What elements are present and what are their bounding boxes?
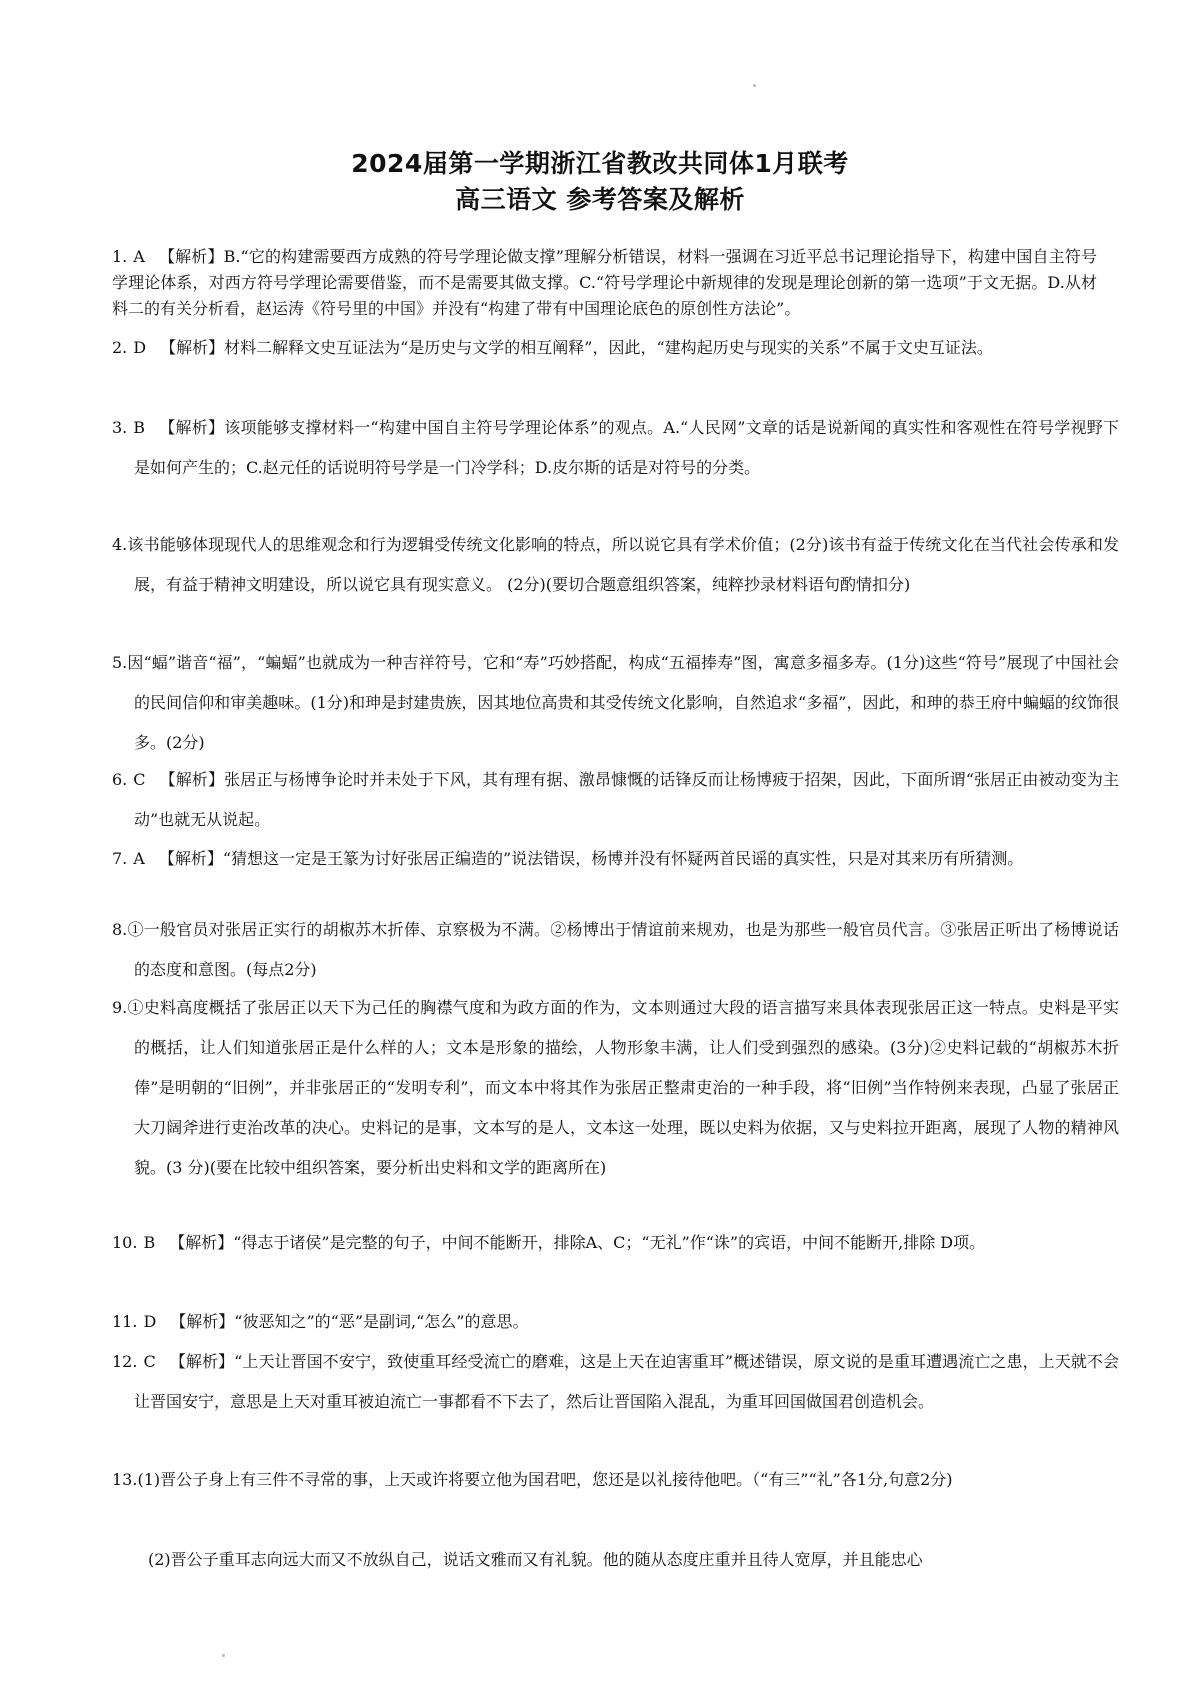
item-text: “上天让晋国不安宁，致使重耳经受流亡的磨难，这是上天在迫害重耳”概述错误，原文说的是重耳遭遇流亡之患，上天就不会让晋国安宁，意思是上天对重耳被迫流亡一事都看不下去了，然后让晋国陷入混乱，为重耳回国做国君创造机会。 bbox=[134, 1352, 1119, 1411]
answer-choice: D bbox=[133, 338, 147, 357]
answer-item-4 bbox=[112, 525, 1119, 605]
answer-item-13-part-2 bbox=[148, 1540, 1097, 1580]
item-number: 9. bbox=[112, 998, 128, 1017]
answer-item-1 bbox=[112, 244, 1097, 322]
answer-item-7 bbox=[112, 846, 1097, 872]
answer-item-6 bbox=[112, 760, 1119, 840]
item-text: (1)晋公子身上有三件不寻常的事，上天或许将要立他为国君吧，您还是以礼接待他吧。（“有三”“礼”各1分,句意2分) bbox=[137, 1470, 953, 1489]
item-text: ①史料高度概括了张居正以天下为己任的胸襟气度和为政方面的作为，文本则通过大段的语言描写来具体表现张居正这一特点。史料是平实的概括，让人们知道张居正是什么样的人；文本是形象的描绘，人物形象丰满，让人们受到强烈的感染。(3分)②史料记载的“胡椒苏木折俸”是明朝的“旧例”，并非张居正的“发明专利”，而文本中将其作为张居正整肃吏治的一种手段，将“旧例”当作特例来表现，凸显了张居正大刀阔斧进行吏治改革的决心。史料记的是事，文本写的是人，文本这一处理，既以史料为依据，又与史料拉开距离，展现了人物的精神风貌。(3 分)(要在比较中组织答案，要分析出史料和文学的距离所在) bbox=[127, 998, 1119, 1177]
item-number: 1. bbox=[112, 247, 128, 266]
item-number: 11. bbox=[112, 1312, 138, 1331]
answer-item-5 bbox=[112, 643, 1119, 763]
item-text: “彼恶知之”的“恶”是副词,“怎么”的意思。 bbox=[234, 1312, 529, 1331]
answer-choice: C bbox=[143, 1352, 156, 1371]
item-number: 7. bbox=[112, 849, 128, 868]
item-number: 12. bbox=[112, 1352, 138, 1371]
answer-item-11 bbox=[112, 1302, 1119, 1342]
analysis-tag: 【解析】 bbox=[159, 418, 225, 437]
document-subtitle: 高三语文 参考答案及解析 bbox=[455, 185, 745, 214]
scan-speck bbox=[222, 1654, 225, 1657]
answer-choice: B bbox=[133, 418, 146, 437]
item-number: 5. bbox=[112, 653, 128, 672]
item-text: (2)晋公子重耳志向远大而又不放纵自己，说话文雅而又有礼貌。他的随从态度庄重并且待人宽厚，并且能忠心 bbox=[148, 1550, 923, 1569]
answer-choice: A bbox=[133, 247, 145, 266]
item-number: 10. bbox=[112, 1233, 138, 1252]
item-text: 该项能够支撑材料一“构建中国自主符号学理论体系”的观点。A.“人民网”文章的话是说新闻的真实性和客观性在符号学视野下是如何产生的；C.赵元任的话说明符号学是一门冷学科；D.皮尔斯的话是对符号的分类。 bbox=[134, 418, 1119, 477]
analysis-tag: 【解析】 bbox=[170, 1312, 235, 1331]
answer-item-2 bbox=[112, 328, 1119, 368]
answer-item-12 bbox=[112, 1342, 1119, 1422]
answer-choice: B bbox=[143, 1233, 156, 1252]
answer-item-9 bbox=[112, 988, 1119, 1188]
document-title: 2024届第一学期浙江省教改共同体1月联考 bbox=[351, 149, 849, 178]
analysis-tag: 【解析】 bbox=[169, 1352, 235, 1371]
item-number: 2. bbox=[112, 338, 128, 357]
item-number: 13. bbox=[112, 1470, 138, 1489]
scan-speck bbox=[753, 84, 756, 87]
item-text: 张居正与杨博争论时并未处于下风，其有理有据、激昂慷慨的话锋反而让杨博疲于招架，因此，下面所谓“张居正由被动变为主动”也就无从说起。 bbox=[134, 770, 1119, 829]
item-number: 4. bbox=[112, 535, 128, 554]
item-text: “猜想这一定是王篆为讨好张居正编造的”说法错误，杨博并没有怀疑两首民谣的真实性，只是对其来历有所猜测。 bbox=[222, 849, 1024, 868]
item-text: ①一般官员对张居正实行的胡椒苏木折俸、京察极为不满。②杨博出于情谊前来规劝，也是为那些一般官员代言。③张居正听出了杨博说话的态度和意图。(每点2分) bbox=[127, 920, 1119, 979]
item-number: 6. bbox=[112, 770, 128, 789]
item-number: 8. bbox=[112, 920, 128, 939]
item-text: 因“蝠”谐音“福”，“蝙蝠”也就成为一种吉祥符号，它和“寿”巧妙搭配，构成“五福捧寿”图，寓意多福多寿。(1分)这些“符号”展现了中国社会的民间信仰和审美趣味。(1分)和珅是封建贵族，因其地位高贵和其受传统文化影响，自然追求“多福”，因此，和珅的恭王府中蝙蝠的纹饰很多。(2分) bbox=[127, 653, 1119, 752]
item-text: B.“它的构建需要西方成熟的符号学理论做支撑”理解分析错误，材料一强调在习近平总书记理论指导下，构建中国自主符号学理论体系，对西方符号学理论需要借鉴，而不是需要其做支撑。C.“符号学理论中新规律的发现是理论创新的第一选项”于文无据。D.从材料二的有关分析看，赵运涛《符号里的中国》并没有“构建了带有中国理论底色的原创性方法论”。 bbox=[112, 247, 1097, 318]
answer-choice: D bbox=[143, 1312, 157, 1331]
analysis-tag: 【解析】 bbox=[158, 247, 224, 266]
answer-item-13 bbox=[112, 1460, 1119, 1500]
item-text: 材料二解释文史互证法为“是历史与文学的相互阐释”，因此，“建构起历史与现实的关系”不属于文史互证法。 bbox=[224, 338, 993, 357]
answer-choice: A bbox=[133, 849, 145, 868]
analysis-tag: 【解析】 bbox=[158, 849, 223, 868]
answer-item-3 bbox=[112, 408, 1119, 488]
item-number: 3. bbox=[112, 418, 128, 437]
analysis-tag: 【解析】 bbox=[160, 338, 225, 357]
answer-choice: C bbox=[133, 770, 146, 789]
analysis-tag: 【解析】 bbox=[159, 770, 225, 789]
item-text: “得志于诸侯”是完整的句子，中间不能断开，排除A、C；“无礼”作“诛”的宾语，中间不能断开,排除 D项。 bbox=[233, 1233, 986, 1252]
analysis-tag: 【解析】 bbox=[169, 1233, 234, 1252]
item-text: 该书能够体现现代人的思维观念和行为逻辑受传统文化影响的特点，所以说它具有学术价值；(2分)该书有益于传统文化在当代社会传承和发展，有益于精神文明建设，所以说它具有现实意义。 (2分)(要切合题意组织答案，纯粹抄录材料语句酌情扣分) bbox=[127, 535, 1119, 594]
answer-item-10 bbox=[112, 1223, 1119, 1263]
answer-item-8 bbox=[112, 910, 1119, 990]
